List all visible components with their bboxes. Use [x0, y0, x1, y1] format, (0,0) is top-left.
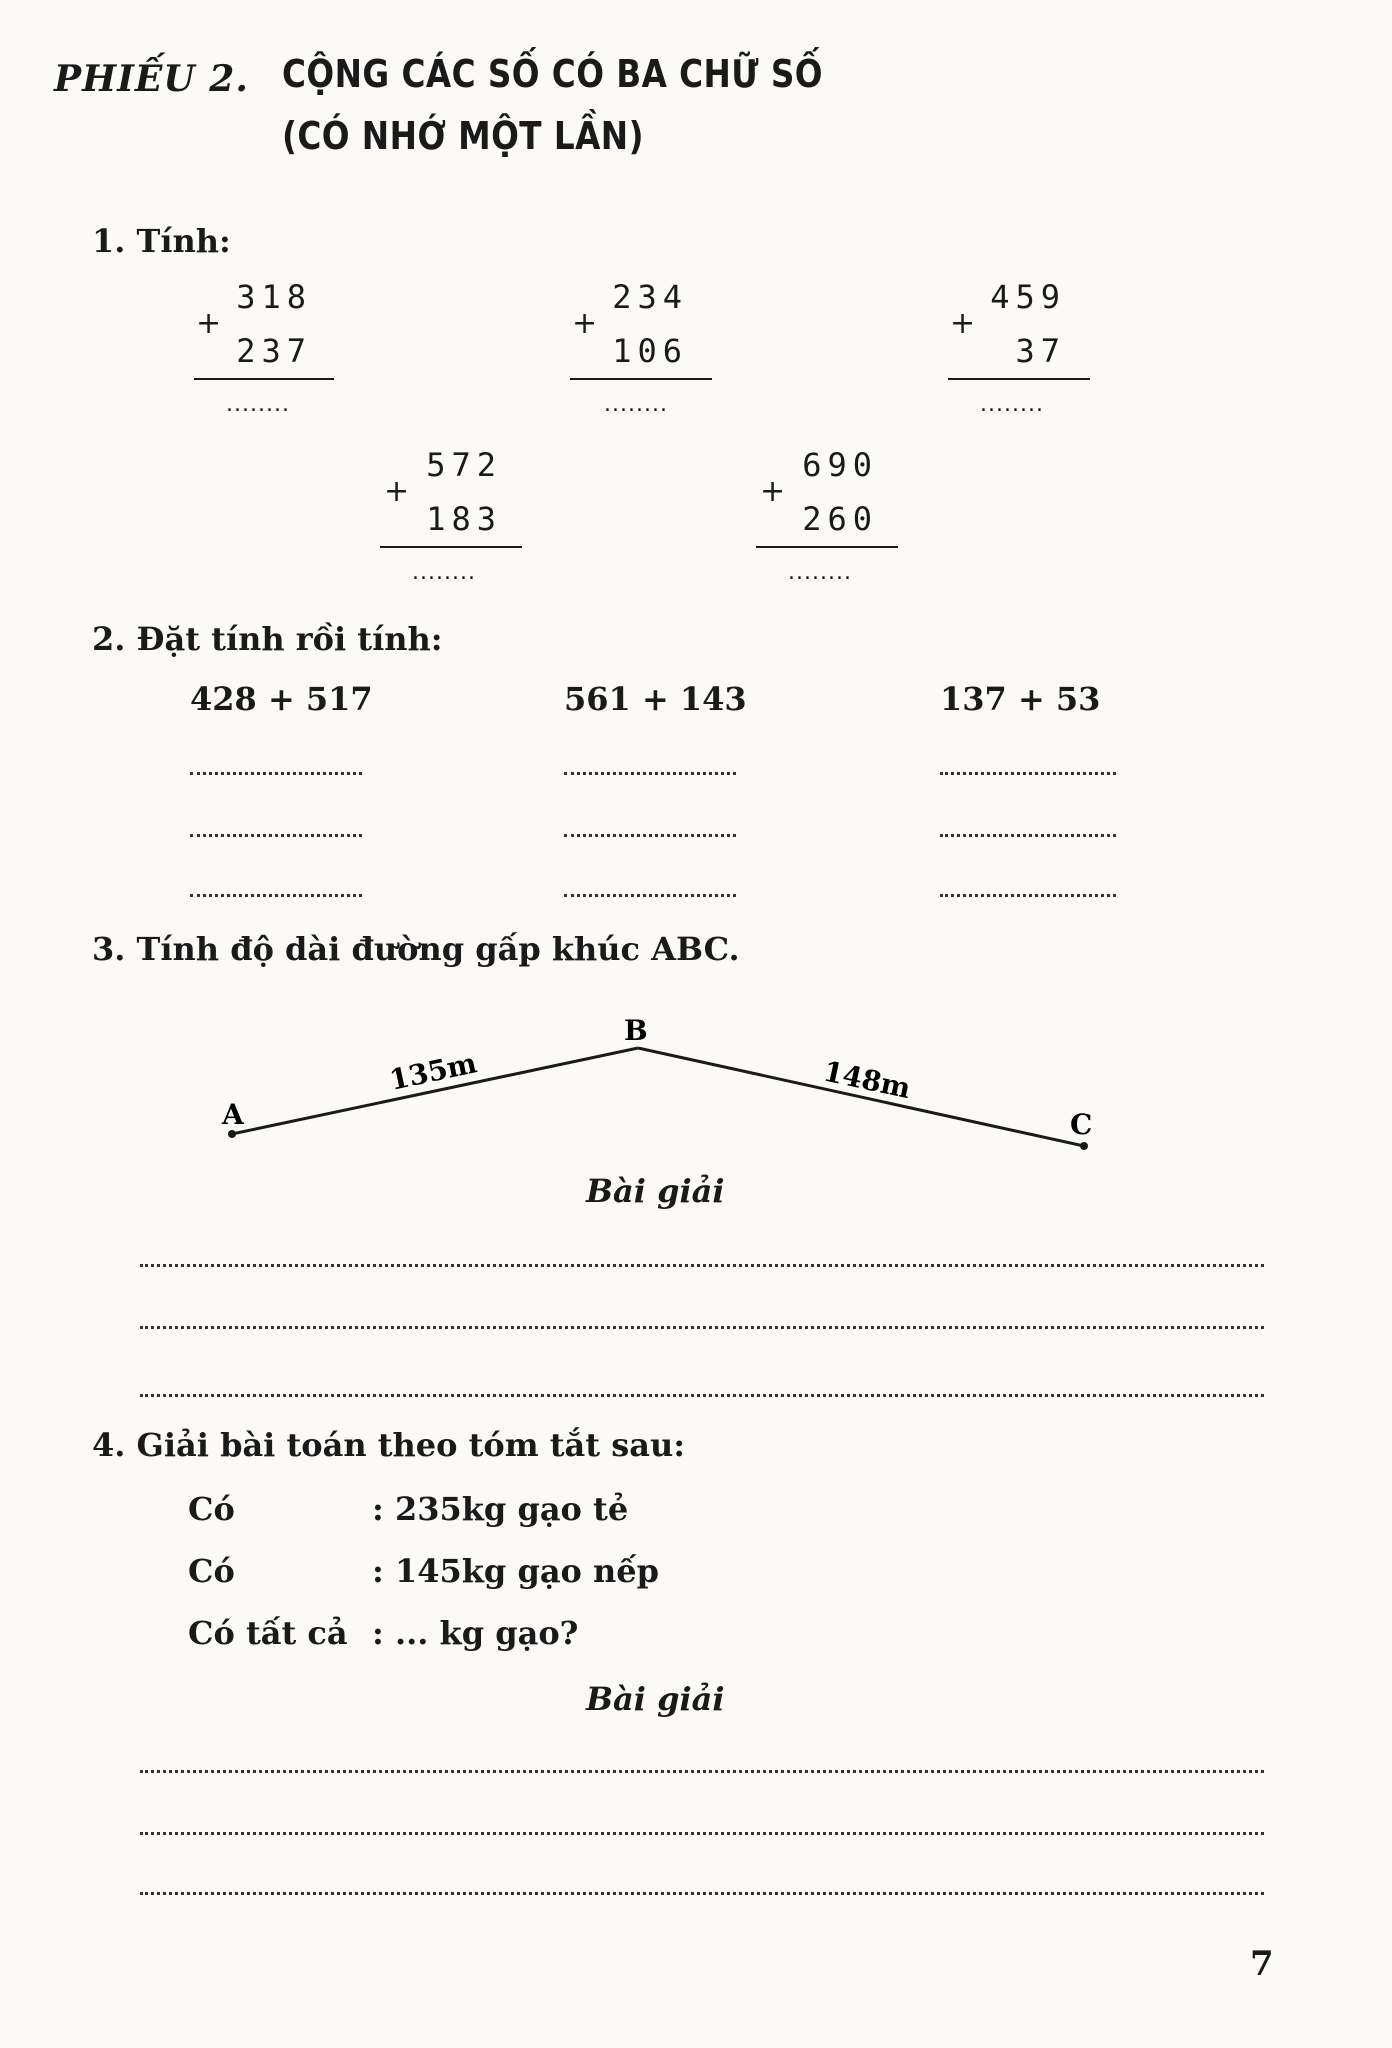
- answer-blank[interactable]: ........: [412, 560, 476, 585]
- answer-line[interactable]: [140, 1892, 1264, 1895]
- point-c-dot: [1080, 1142, 1088, 1150]
- answer-line[interactable]: [140, 1394, 1264, 1397]
- answer-blank[interactable]: ........: [788, 560, 852, 585]
- ex4-heading: 4. Giải bài toán theo tóm tắt sau:: [92, 1426, 686, 1464]
- solution-label: Bài giải: [586, 1680, 725, 1718]
- page-number: 7: [1250, 1944, 1274, 1984]
- summary-label: Có: [188, 1490, 235, 1528]
- point-a-label: A: [222, 1098, 244, 1131]
- sheet-label: PHIẾU 2.: [54, 58, 249, 100]
- answer-line[interactable]: [140, 1326, 1264, 1329]
- solution-label: Bài giải: [586, 1172, 725, 1210]
- addend-bottom: 37: [1015, 332, 1066, 370]
- answer-blank[interactable]: ........: [226, 392, 290, 417]
- expression-1: 428 + 517: [190, 680, 373, 718]
- segment-bc-length: 148m: [820, 1054, 914, 1106]
- answer-line[interactable]: [140, 1264, 1264, 1267]
- addend-bottom: 237: [236, 332, 312, 370]
- addend-top: 318: [236, 278, 312, 316]
- summary-value: : ... kg gạo?: [372, 1614, 579, 1652]
- summary-label: Có: [188, 1552, 235, 1590]
- page-title: CỘNG CÁC SỐ CÓ BA CHỮ SỐ: [282, 52, 824, 96]
- expression-3: 137 + 53: [940, 680, 1101, 718]
- summary-label: Có tất cả: [188, 1614, 348, 1652]
- point-b-label: B: [624, 1014, 648, 1047]
- addend-bottom: 260: [802, 500, 878, 538]
- plus-sign: +: [760, 474, 786, 509]
- expression-2: 561 + 143: [564, 680, 747, 718]
- answer-blank[interactable]: ........: [980, 392, 1044, 417]
- point-c-label: C: [1070, 1108, 1093, 1141]
- addend-top: 690: [802, 446, 878, 484]
- ex3-heading: 3. Tính độ dài đường gấp khúc ABC.: [92, 930, 740, 968]
- ex1-heading: 1. Tính:: [92, 222, 231, 260]
- plus-sign: +: [950, 306, 976, 341]
- summary-value: : 145kg gạo nếp: [372, 1552, 660, 1590]
- plus-sign: +: [572, 306, 598, 341]
- answer-line[interactable]: [140, 1832, 1264, 1835]
- plus-sign: +: [196, 306, 222, 341]
- addend-bottom: 106: [612, 332, 688, 370]
- point-a-dot: [228, 1130, 236, 1138]
- ex2-heading: 2. Đặt tính rồi tính:: [92, 620, 443, 658]
- addend-top: 234: [612, 278, 688, 316]
- addend-top: 572: [426, 446, 502, 484]
- segment-ab-length: 135m: [386, 1046, 480, 1097]
- answer-line[interactable]: [140, 1770, 1264, 1773]
- summary-value: : 235kg gạo tẻ: [372, 1490, 629, 1528]
- addend-bottom: 183: [426, 500, 502, 538]
- page-subtitle: (CÓ NHỚ MỘT LẦN): [282, 114, 644, 158]
- answer-blank[interactable]: ........: [604, 392, 668, 417]
- plus-sign: +: [384, 474, 410, 509]
- addend-top: 459: [990, 278, 1066, 316]
